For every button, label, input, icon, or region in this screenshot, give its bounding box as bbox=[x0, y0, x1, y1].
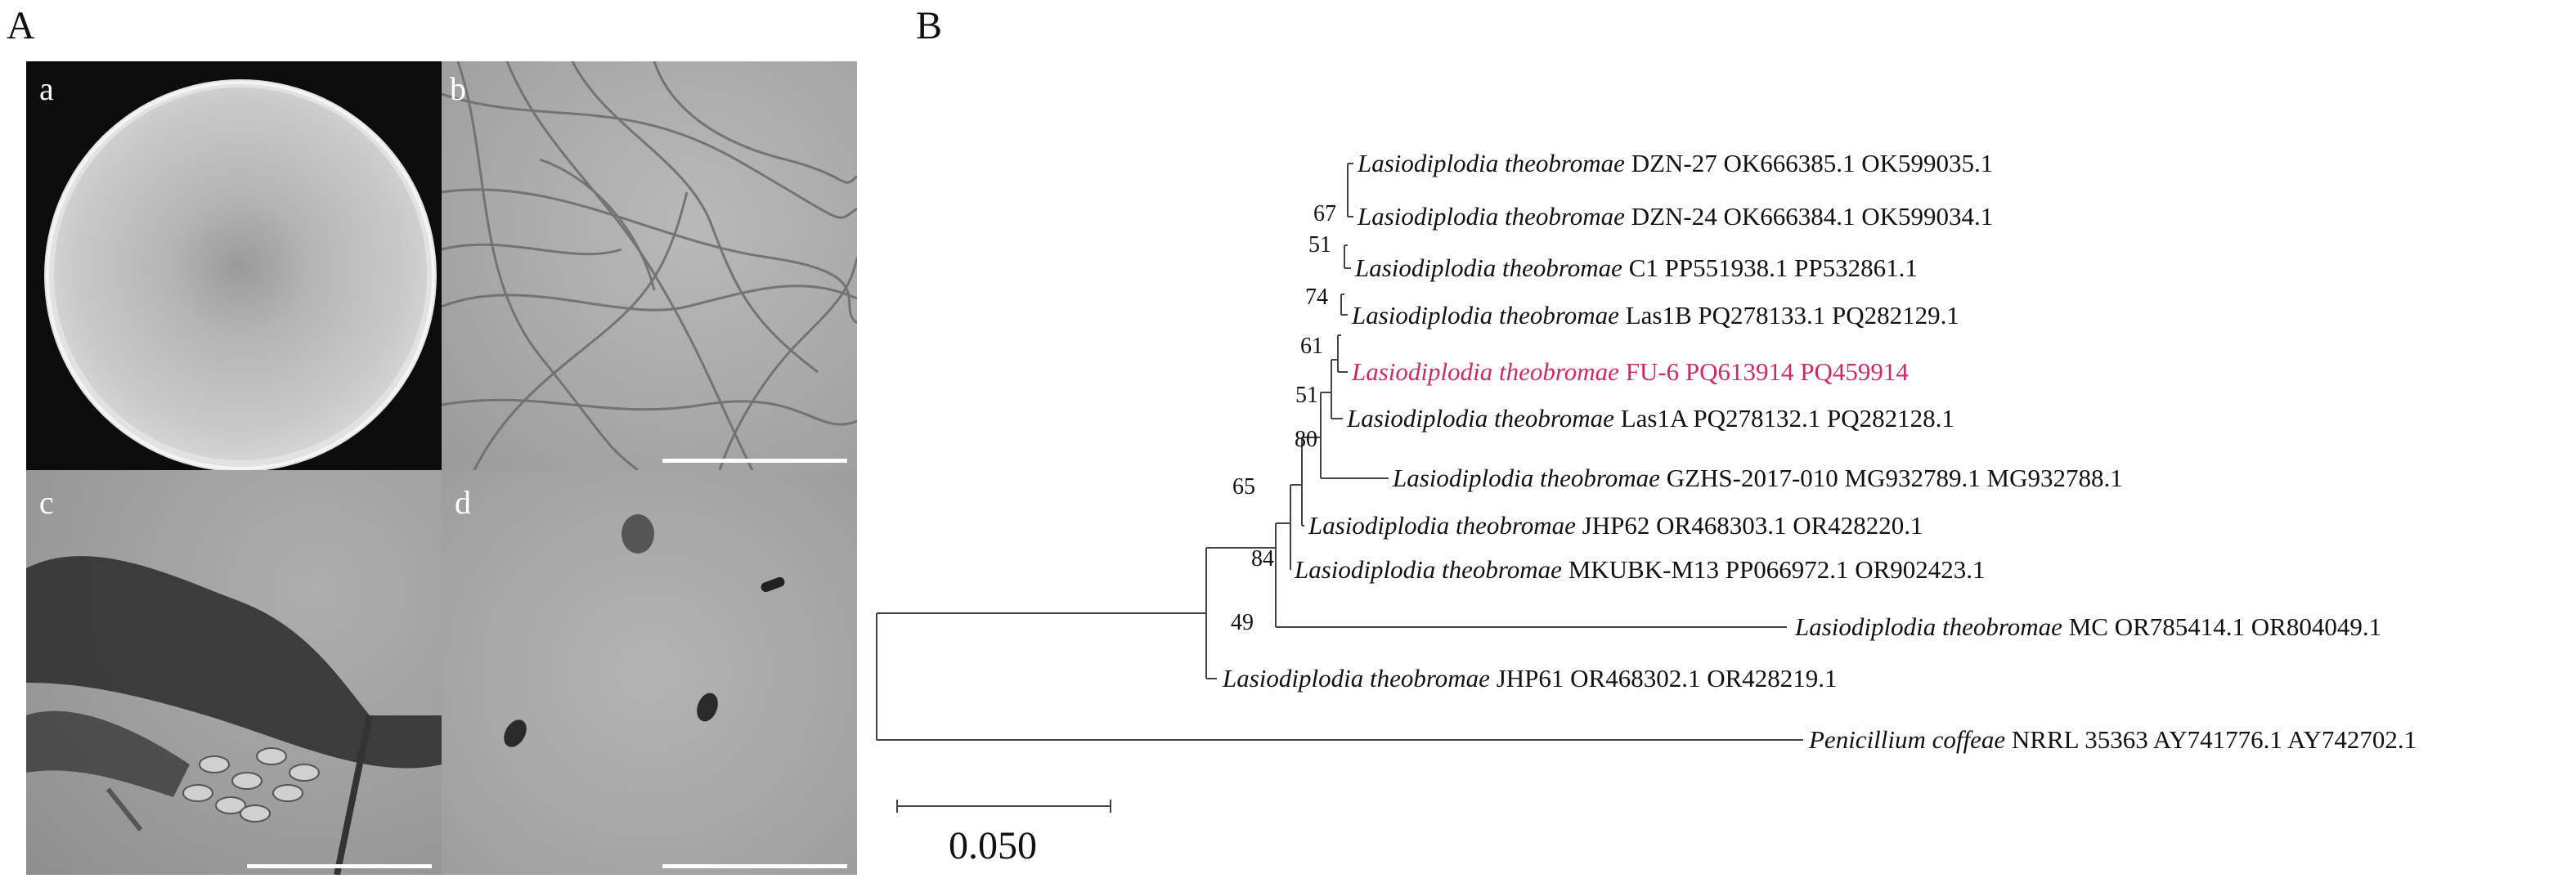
panel-b-letter: B bbox=[916, 4, 943, 47]
leaf-label bbox=[1294, 555, 1986, 584]
panel-a-letter: A bbox=[7, 4, 35, 47]
leaf-genus: Lasiodiplodia theobromae bbox=[1358, 202, 1625, 231]
leaf-genus: Lasiodiplodia theobromae bbox=[1308, 511, 1576, 540]
bootstrap-value: 67 bbox=[1313, 201, 1336, 226]
leaf-strain: C1 PP551938.1 PP532861.1 bbox=[1622, 253, 1918, 282]
sub-panel-letter-b: b bbox=[450, 70, 466, 107]
leaf-genus: Lasiodiplodia theobromae bbox=[1352, 301, 1619, 329]
leaf-label bbox=[1357, 149, 1993, 177]
leaf-strain: FU-6 PQ613914 PQ459914 bbox=[1618, 357, 1909, 386]
leaf-strain: JHP61 OR468302.1 OR428219.1 bbox=[1489, 664, 1838, 693]
leaf-genus: Lasiodiplodia theobromae bbox=[1393, 464, 1660, 492]
leaf-strain: GZHS-2017-010 MG932789.1 MG932788.1 bbox=[1659, 464, 2123, 492]
leaf-strain: MKUBK-M13 PP066972.1 OR902423.1 bbox=[1561, 555, 1986, 584]
leaf-strain: Las1A PQ278132.1 PQ282128.1 bbox=[1613, 404, 1954, 433]
tree-scale-bar bbox=[897, 800, 1111, 813]
leaf-label bbox=[1351, 301, 1959, 329]
leaf-strain: MC OR785414.1 OR804049.1 bbox=[2062, 612, 2382, 641]
leaf-label bbox=[1794, 612, 2381, 641]
sub-panel-letter-c: c bbox=[39, 484, 54, 521]
leaf-genus: Lasiodiplodia theobromae bbox=[1358, 149, 1625, 177]
bootstrap-value: 51 bbox=[1308, 232, 1331, 258]
leaf-label bbox=[1222, 664, 1838, 693]
leaf-genus: Penicillium coffeae bbox=[1809, 725, 2006, 754]
sub-panel-letter-a: a bbox=[39, 70, 54, 107]
leaf-strain: Las1B PQ278133.1 PQ282129.1 bbox=[1618, 301, 1959, 329]
leaf-label bbox=[1346, 404, 1954, 433]
bootstrap-value: 80 bbox=[1295, 427, 1317, 452]
sub-panel-letter-d: d bbox=[455, 484, 471, 521]
leaf-genus: Lasiodiplodia theobromae bbox=[1295, 555, 1562, 584]
leaf-label bbox=[1392, 464, 2123, 492]
bootstrap-value: 84 bbox=[1251, 546, 1274, 571]
tree-branches bbox=[877, 164, 1803, 740]
leaf-genus: Lasiodiplodia theobromae bbox=[1347, 404, 1614, 433]
bootstrap-value: 65 bbox=[1232, 474, 1255, 500]
tree-scale-label: 0.050 bbox=[949, 824, 1037, 867]
leaf-label bbox=[1354, 253, 1918, 282]
leaf-genus: Lasiodiplodia theobromae bbox=[1355, 253, 1622, 282]
leaf-label bbox=[1357, 202, 1993, 231]
bootstrap-value: 49 bbox=[1231, 610, 1254, 635]
bootstrap-value: 61 bbox=[1300, 334, 1323, 359]
leaf-label bbox=[1808, 725, 2417, 754]
bootstrap-value: 74 bbox=[1305, 285, 1328, 310]
leaf-genus: Lasiodiplodia theobromae bbox=[1223, 664, 1490, 693]
leaf-strain: DZN-27 OK666385.1 OK599035.1 bbox=[1624, 149, 1994, 177]
leaf-label bbox=[1308, 511, 1923, 540]
leaf-strain: NRRL 35363 AY741776.1 AY742702.1 bbox=[2005, 725, 2417, 754]
leaf-label-highlighted bbox=[1351, 357, 1909, 386]
bootstrap-value: 51 bbox=[1295, 383, 1318, 408]
leaf-strain: JHP62 OR468303.1 OR428220.1 bbox=[1575, 511, 1923, 540]
leaf-strain: DZN-24 OK666384.1 OK599034.1 bbox=[1624, 202, 1994, 231]
leaf-genus: Lasiodiplodia theobromae bbox=[1352, 357, 1619, 386]
leaf-genus: Lasiodiplodia theobromae bbox=[1795, 612, 2062, 641]
